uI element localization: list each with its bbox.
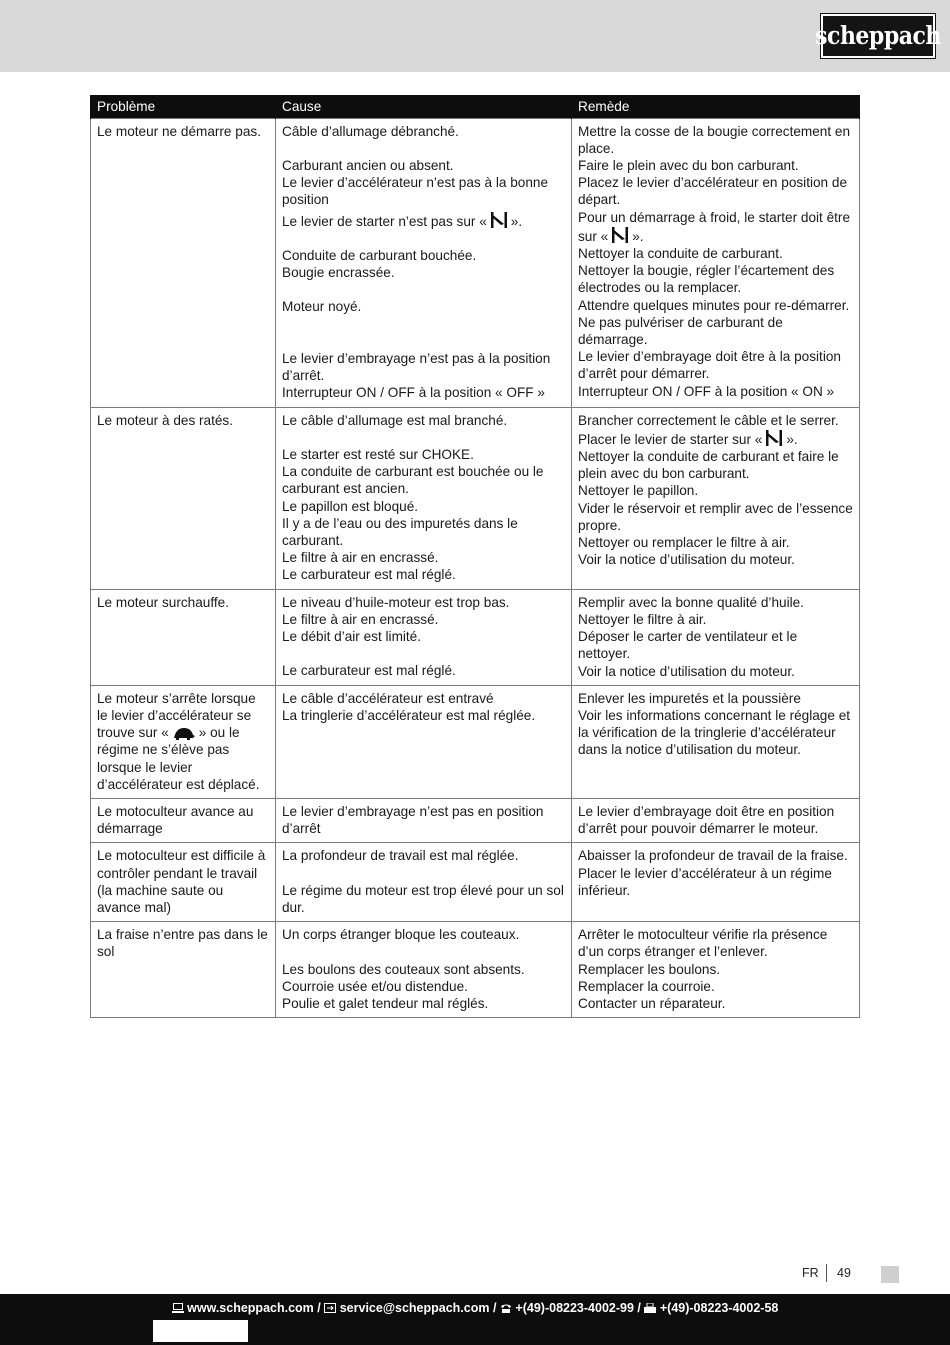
cause-text: Le débit d’air est limité. <box>282 629 422 645</box>
remedy-text: Nettoyer le papillon. <box>578 483 699 499</box>
cause-text: Bougie encrassée. <box>282 265 395 281</box>
remedy-text: Le levier d’embrayage doit être en position d’arrêt pour pouvoir démarrer le moteur. <box>578 803 835 837</box>
cause-text: Le filtre à air en encrassé. <box>282 611 439 627</box>
spacer <box>282 316 565 333</box>
remedy-text: Brancher correctement le câble et le serrer. <box>578 412 839 428</box>
remedy-cell <box>572 798 860 842</box>
remedy-text: Vider le réservoir et remplir avec de l’essence propre. <box>578 500 853 533</box>
header-cause: Cause <box>276 95 572 118</box>
language-label: FR <box>802 1266 819 1280</box>
cause-text: Le câble d’allumage est mal branché. <box>282 412 508 428</box>
spacer <box>282 943 565 960</box>
problem-text: Le moteur surchauffe. <box>97 594 229 610</box>
spacer <box>282 281 565 298</box>
fax-icon <box>644 1303 656 1313</box>
cause-cell <box>276 589 572 685</box>
separator: / <box>492 1301 497 1315</box>
icon-suffix: ». <box>786 431 798 447</box>
problem-text: La fraise n’entre pas dans le sol <box>97 927 268 960</box>
remedy-cell <box>572 118 860 407</box>
remedy-text: Voir les informations concernant le réglage et la vérification de la tringlerie d’accélérateur dans la notice d’utilisation du moteur. <box>578 707 851 758</box>
remedy-text: Mettre la cosse de la bougie correctement en place. <box>578 123 851 156</box>
remedy-text: Nettoyer le filtre à air. <box>578 611 707 627</box>
spacer <box>282 865 565 882</box>
turtle-icon <box>172 726 196 740</box>
cause-cell <box>276 843 572 922</box>
header-problem: Problème <box>91 95 276 118</box>
spacer <box>282 645 565 662</box>
table-row <box>91 798 860 842</box>
remedy-text: Placez le levier d’accélérateur en position de départ. <box>578 175 848 208</box>
website-link[interactable]: www.scheppach.com <box>187 1301 314 1315</box>
problem-cell <box>91 798 276 842</box>
cause-text: Le carburateur est mal réglé. <box>282 663 456 679</box>
cause-text: La profondeur de travail est mal réglée. <box>282 848 519 864</box>
email-link[interactable]: service@scheppach.com <box>339 1301 490 1315</box>
cause-cell <box>276 685 572 798</box>
problem-text: Le moteur ne démarre pas. <box>97 123 261 139</box>
cause-text: Poulie et galet tendeur mal réglés. <box>282 995 489 1011</box>
cause-text: Le levier de starter n’est pas sur « <box>282 213 487 229</box>
problem-cell <box>91 685 276 798</box>
remedy-text: Nettoyer la conduite de carburant et faire le plein avec du bon carburant. <box>578 449 839 482</box>
cause-text-with-icon <box>282 211 565 230</box>
remedy-cell <box>572 922 860 1018</box>
page-number: 49 <box>837 1266 851 1280</box>
header-band <box>0 0 950 72</box>
brand-logo-text: scheppach <box>815 21 941 51</box>
table-row <box>91 922 860 1018</box>
cause-cell <box>276 407 572 589</box>
header-remedy: Remède <box>572 95 860 118</box>
problem-cell <box>91 922 276 1018</box>
problem-text: Le moteur à des ratés. <box>97 412 234 428</box>
cause-text: Câble d’allumage débranché. <box>282 123 459 139</box>
remedy-text: Enlever les impuretés et la poussière <box>578 690 801 706</box>
remedy-cell <box>572 407 860 589</box>
remedy-text: Arrêter le motoculteur vérifie rla présence d’un corps étranger et l’enlever. <box>578 927 828 960</box>
table-row <box>91 685 860 798</box>
remedy-cell <box>572 843 860 922</box>
computer-icon <box>172 1303 184 1313</box>
table-row <box>91 407 860 589</box>
spacer <box>282 429 565 446</box>
cause-text: La conduite de carburant est bouchée ou le carburant est ancien. <box>282 464 544 497</box>
remedy-text: Déposer le carter de ventilateur et le nettoyer. <box>578 629 798 662</box>
cause-text: Le filtre à air en encrassé. <box>282 550 439 566</box>
cause-cell <box>276 798 572 842</box>
problem-cell <box>91 843 276 922</box>
remedy-text: Contacter un réparateur. <box>578 995 726 1011</box>
cause-text: Le starter est resté sur CHOKE. <box>282 447 474 463</box>
page-marker <box>881 1266 899 1283</box>
remedy-cell <box>572 589 860 685</box>
cause-text: Le levier d’accélérateur n’est pas à la bonne position <box>282 175 549 208</box>
remedy-text: Interrupteur ON / OFF à la position « ON » <box>578 383 835 399</box>
brand-logo <box>815 14 941 58</box>
remedy-text: Nettoyer ou remplacer le filtre à air. <box>578 535 790 551</box>
remedy-text: Remplacer les boulons. <box>578 961 721 977</box>
cause-cell <box>276 118 572 407</box>
separator: / <box>317 1301 321 1315</box>
remedy-text: Nettoyer la conduite de carburant. <box>578 245 783 261</box>
remedy-text: Faire le plein avec du bon carburant. <box>578 157 799 173</box>
remedy-text: Remplacer la courroie. <box>578 978 715 994</box>
choke-icon <box>490 211 508 229</box>
cause-text: Le câble d’accélérateur est entravé <box>282 690 494 706</box>
cause-cell <box>276 922 572 1018</box>
problem-text: Le motoculteur est difficile à contrôler pendant le travail (la machine saute ou avance mal) <box>97 848 266 915</box>
remedy-text: Pour un démarrage à froid, le starter doit être sur « <box>578 209 851 244</box>
cause-text: La tringlerie d’accélérateur est mal réglée. <box>282 707 536 723</box>
separator: / <box>637 1301 641 1315</box>
cause-text: Il y a de l’eau ou des impuretés dans le carburant. <box>282 515 518 549</box>
cause-text: Le carburateur est mal réglé. <box>282 567 456 583</box>
problem-text: Le moteur s’arrête lorsque le levier d’accélérateur se trouve sur « <box>97 690 256 741</box>
choke-icon <box>765 429 783 447</box>
cause-text: Interrupteur ON / OFF à la position « OFF » <box>282 385 545 401</box>
phone-number[interactable]: +(49)-08223-4002-99 <box>515 1301 634 1315</box>
footer-divider <box>826 1264 827 1282</box>
footer-white-strip <box>153 1320 248 1342</box>
table-row <box>91 589 860 685</box>
problem-cell <box>91 118 276 407</box>
spacer <box>282 140 565 157</box>
icon-suffix: ». <box>632 228 644 244</box>
icon-suffix: ». <box>510 213 523 229</box>
problem-text: Le motoculteur avance au démarrage <box>97 803 254 837</box>
remedy-text: Abaisser la profondeur de travail de la fraise. <box>578 848 848 864</box>
problem-cell <box>91 407 276 589</box>
cause-text: Les boulons des couteaux sont absents. <box>282 961 525 977</box>
remedy-text-with-icon <box>578 209 853 245</box>
remedy-text: Remplir avec la bonne qualité d’huile. <box>578 594 804 610</box>
remedy-text-with-icon <box>578 429 853 448</box>
remedy-text: Voir la notice d’utilisation du moteur. <box>578 663 795 679</box>
contact-line <box>0 1301 950 1315</box>
remedy-text: Placer le levier de starter sur « <box>578 431 763 447</box>
table-row <box>91 118 860 407</box>
mail-icon <box>324 1303 336 1313</box>
cause-text: Le régime du moteur est trop élevé pour un sol dur. <box>282 882 564 915</box>
cause-text: Moteur noyé. <box>282 299 362 315</box>
cause-text: Carburant ancien ou absent. <box>282 157 454 173</box>
fax-number: +(49)-08223-4002-58 <box>659 1301 779 1315</box>
spacer <box>282 333 565 350</box>
choke-icon <box>611 226 629 244</box>
table-header-row <box>91 95 860 118</box>
remedy-text: Placer le levier d’accélérateur à un régime inférieur. <box>578 865 832 898</box>
cause-text: Conduite de carburant bouchée. <box>282 247 477 263</box>
table-row <box>91 843 860 922</box>
cause-text: Le levier d’embrayage n’est pas en position d’arrêt <box>282 803 544 837</box>
cause-text: Un corps étranger bloque les couteaux. <box>282 927 520 943</box>
cause-text: Le niveau d’huile-moteur est trop bas. <box>282 594 510 610</box>
remedy-text: Voir la notice d’utilisation du moteur. <box>578 552 795 568</box>
remedy-cell <box>572 685 860 798</box>
cause-text: Courroie usée et/ou distendue. <box>282 978 468 994</box>
phone-icon <box>500 1303 512 1313</box>
problem-text: » ou le régime ne s’élève pas lorsque le levier d’accélérateur est déplacé. <box>97 725 260 792</box>
remedy-text: Le levier d’embrayage doit être à la position d’arrêt pour démarrer. <box>578 349 841 382</box>
spacer <box>282 230 565 247</box>
cause-text: Le levier d’embrayage n’est pas à la position d’arrêt. <box>282 351 551 384</box>
remedy-text: Attendre quelques minutes pour re-démarrer. Ne pas pulvériser de carburant de démarrage. <box>578 297 850 347</box>
remedy-text: Nettoyer la bougie, régler l’écartement des électrodes ou la remplacer. <box>578 263 835 296</box>
problem-cell <box>91 589 276 685</box>
cause-text: Le papillon est bloqué. <box>282 498 419 514</box>
troubleshooting-table <box>90 95 860 1018</box>
